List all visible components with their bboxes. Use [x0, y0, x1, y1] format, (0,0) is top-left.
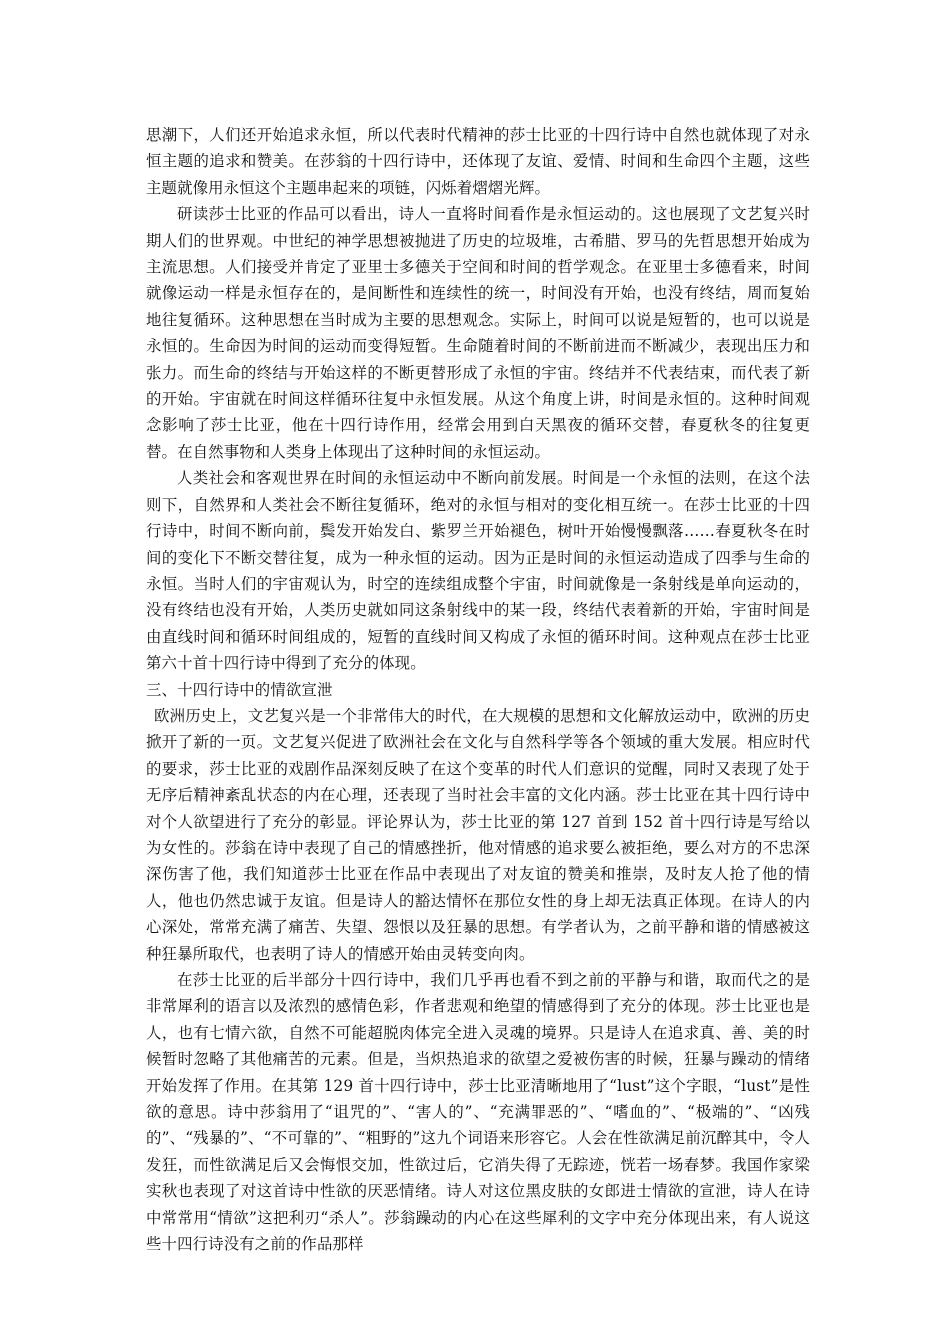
paragraph-3: 人类社会和客观世界在时间的永恒运动中不断向前发展。时间是一个永恒的法则，在这个法则下，自然界和人类社会不断往复循环，绝对的永恒与相对的变化相互统一。在莎士比亚的十四行诗中，时间不断向前，鬓发开始发白、紫罗兰开始褪色，树叶开始慢慢飘落……春夏秋冬在时间的变化下不断交替往复，成为一种永恒的运动。因为正是时间的永恒运动造成了四季与生命的永恒。当时人们的宇宙观认为，时空的连续组成整个宇宙，时间就像是一条射线是单向运动的，没有终结也没有开始，人类历史就如同这条射线中的某一段，终结代表着新的开始，宇宙时间是由直线时间和循环时间组成的，短暂的直线时间又构成了永恒的循环时间。这种观点在莎士比亚第六十首十四行诗中得到了充分的体现。 — [146, 469, 810, 673]
section-heading: 三、十四行诗中的情欲宣泄 — [146, 680, 333, 699]
document-page — [146, 122, 810, 1257]
paragraph-5: 在莎士比亚的后半部分十四行诗中，我们几乎再也看不到之前的平静与和谐，取而代之的是非常犀利的语言以及浓烈的感情色彩，作者悲观和绝望的情感得到了充分的体现。莎士比亚也是人，也有七情六欲，自然不可能超脱肉体完全进入灵魂的境界。只是诗人在追求真、善、美的时候暂时忽略了其他痛苦的元素。但是，当炽热追求的欲望之爱被伤害的时候，狂暴与躁动的情绪开始发挥了作用。在其第 129 首十四行诗中，莎士比亚清晰地用了“lust”这个字眼，“lust”是性欲的意思。诗中莎翁用了“诅咒的”、“害人的”、“充满罪恶的”、“嗜血的”、“极端的”、“凶残的”、“残暴的”、“不可靠的”、“粗野的”这九个词语来形容它。人会在性欲满足前沉醉其中，令人发狂，而性欲满足后又会悔恨交加，性欲过后，它消失得了无踪迹，恍若一场春梦。我国作家梁实秋也表现了对这首诗中性欲的厌恶情绪。诗人对这位黑皮肤的女郎进士情欲的宣泄，诗人在诗中常常用“情欲”这把利刃“杀人”。莎翁躁动的内心在这些犀利的文字中充分体现出来，有人说这些十四行诗没有之前的作品那样 — [146, 971, 810, 1254]
paragraph-4: 欧洲历史上，文艺复兴是一个非常伟大的时代，在大规模的思想和文化解放运动中，欧洲的历史掀开了新的一页。文艺复兴促进了欧洲社会在文化与自然科学等各个领域的重大发展。相应时代的要求，莎士比亚的戏剧作品深刻反映了在这个变革的时代人们意识的觉醒，同时又表现了处于无序后精神紊乱状态的内在心理，还表现了当时社会丰富的文化内涵。莎士比亚在其十四行诗中对个人欲望进行了充分的彰显。评论界认为，莎士比亚的第 127 首到 152 首十四行诗是写给以为女性的。莎翁在诗中表现了自己的情感挫折，他对情感的追求要么被拒绝，要么对方的不忠深深伤害了他，我们知道莎士比亚在作品中表现出了对友谊的赞美和推崇，及时友人抢了他的情人，他也仍然忠诚于友谊。但是诗人的豁达情怀在那位女性的身上却无法真正体现。在诗人的内心深处，常常充满了痛苦、失望、怨恨以及狂暴的思想。有学者认为，之前平静和谐的情感被这种狂暴所取代，也表明了诗人的情感开始由灵转变向肉。 — [146, 706, 810, 963]
paragraph-1: 思潮下，人们还开始追求永恒，所以代表时代精神的莎士比亚的十四行诗中自然也就体现了对永恒主题的追求和赞美。在莎翁的十四行诗中，还体现了友谊、爱情、时间和生命四个主题，这些主题就像用永恒这个主题串起来的项链，闪烁着熠熠光辉。 — [146, 126, 810, 197]
paragraph-2: 研读莎士比亚的作品可以看出，诗人一直将时间看作是永恒运动的。这也展现了文艺复兴时期人们的世界观。中世纪的神学思想被抛进了历史的垃圾堆，古希腊、罗马的先哲思想开始成为主流思想。人们接受并肯定了亚里士多德关于空间和时间的哲学观念。在亚里士多德看来，时间就像运动一样是永恒存在的，是间断性和连续性的统一，时间没有开始，也没有终结，周而复始地往复循环。这种思想在当时成为主要的思想观念。实际上，时间可以说是短暂的，也可以说是永恒的。生命因为时间的运动而变得短暂。生命随着时间的不断前进而不断减少，表现出压力和张力。而生命的终结与开始这样的不断更替形成了永恒的宇宙。终结并不代表结束，而代表了新的开始。宇宙就在时间这样循环往复中永恒发展。从这个角度上讲，时间是永恒的。这种时间观念影响了莎士比亚，他在十四行诗作用，经常会用到白天黑夜的循环交替，春夏秋冬的往复更替。在自然事物和人类身上体现出了这种时间的永恒运动。 — [146, 205, 810, 461]
